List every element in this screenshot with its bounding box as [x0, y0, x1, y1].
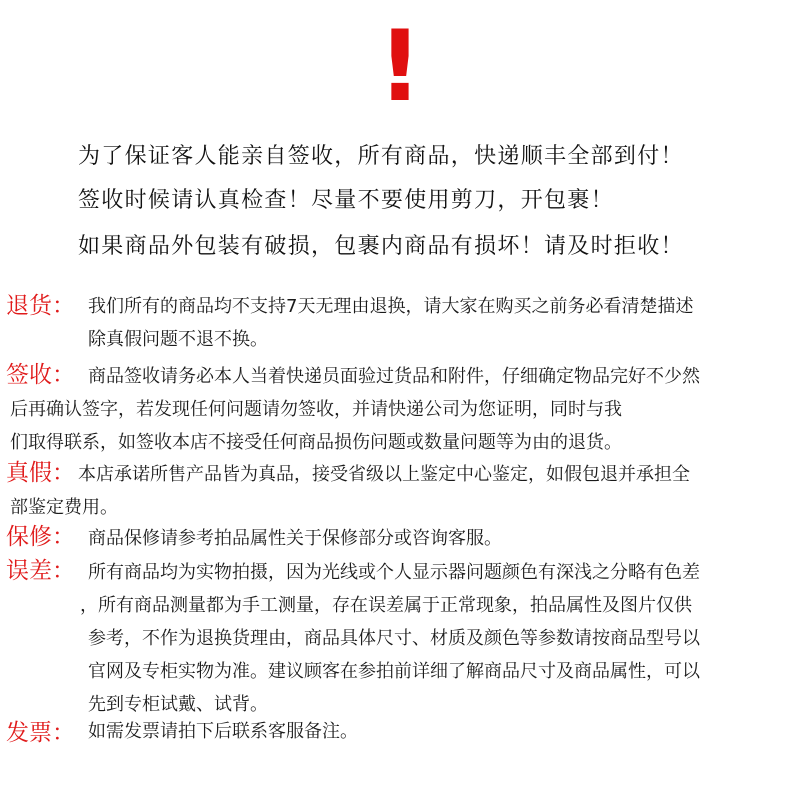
returns-line-1: 我们所有的商品均不支持7天无理由退换，请大家在购买之前务必看清楚描述 [88, 296, 694, 317]
authenticity-line-1: 本店承诺所售产品皆为真品，接受省级以上鉴定中心鉴定，如假包退并承担全 [78, 464, 690, 485]
authenticity-label: 真假： [6, 460, 75, 486]
authenticity-line-2: 部鉴定费用。 [10, 497, 118, 518]
returns-text [88, 290, 693, 356]
warranty-label: 保修： [6, 524, 75, 550]
signing-line-2: 后再确认签字，若发现任何问题请勿签收，并请快递公司为您证明，同时与我 [10, 399, 622, 420]
returns-label: 退货： [6, 293, 75, 319]
invoice-label: 发票： [6, 720, 75, 746]
signing-line-3: 们取得联系，如签收本店不接受任何商品损伤问题或数量问题等为由的退货。 [10, 432, 622, 453]
signing-text [10, 360, 700, 459]
variance-line-2: ，所有商品测量都为手工测量，存在误差属于正常现象，拍品属性及图片仅供 [80, 595, 692, 616]
notice-line-2: 签收时候请认真检查！尽量不要使用剪刀，开包裹！ [78, 188, 614, 213]
invoice-line-1: 如需发票请拍下后联系客服备注。 [88, 721, 358, 742]
signing-label: 签收： [6, 362, 75, 388]
signing-line-1: 商品签收请务必本人当着快递员面验过货品和附件，仔细确定物品完好不少然 [88, 366, 700, 387]
variance-label: 误差： [6, 558, 75, 584]
notice-line-1: 为了保证客人能亲自签收，所有商品，快递顺丰全部到付！ [78, 144, 684, 169]
exclamation-mark: ! [377, 10, 423, 124]
variance-line-4: 官网及专柜实物为准。建议顾客在参拍前详细了解商品尺寸及商品属性，可以 [88, 661, 700, 682]
variance-line-1: 所有商品均为实物拍摄，因为光线或个人显示器问题颜色有深浅之分略有色差 [88, 562, 700, 583]
variance-line-3: 参考，不作为退换货理由，商品具体尺寸、材质及颜色等参数请按商品型号以 [88, 628, 700, 649]
variance-line-5: 先到专柜试戴、试背。 [88, 694, 268, 715]
variance-text [80, 556, 700, 721]
warranty-line-1: 商品保修请参考拍品属性关于保修部分或咨询客服。 [88, 528, 502, 549]
returns-line-2: 除真假问题不退不换。 [88, 329, 268, 350]
notice-line-3: 如果商品外包装有破损，包裹内商品有损坏！请及时拒收！ [78, 234, 684, 259]
invoice-text [88, 715, 358, 748]
warranty-text [88, 522, 502, 555]
